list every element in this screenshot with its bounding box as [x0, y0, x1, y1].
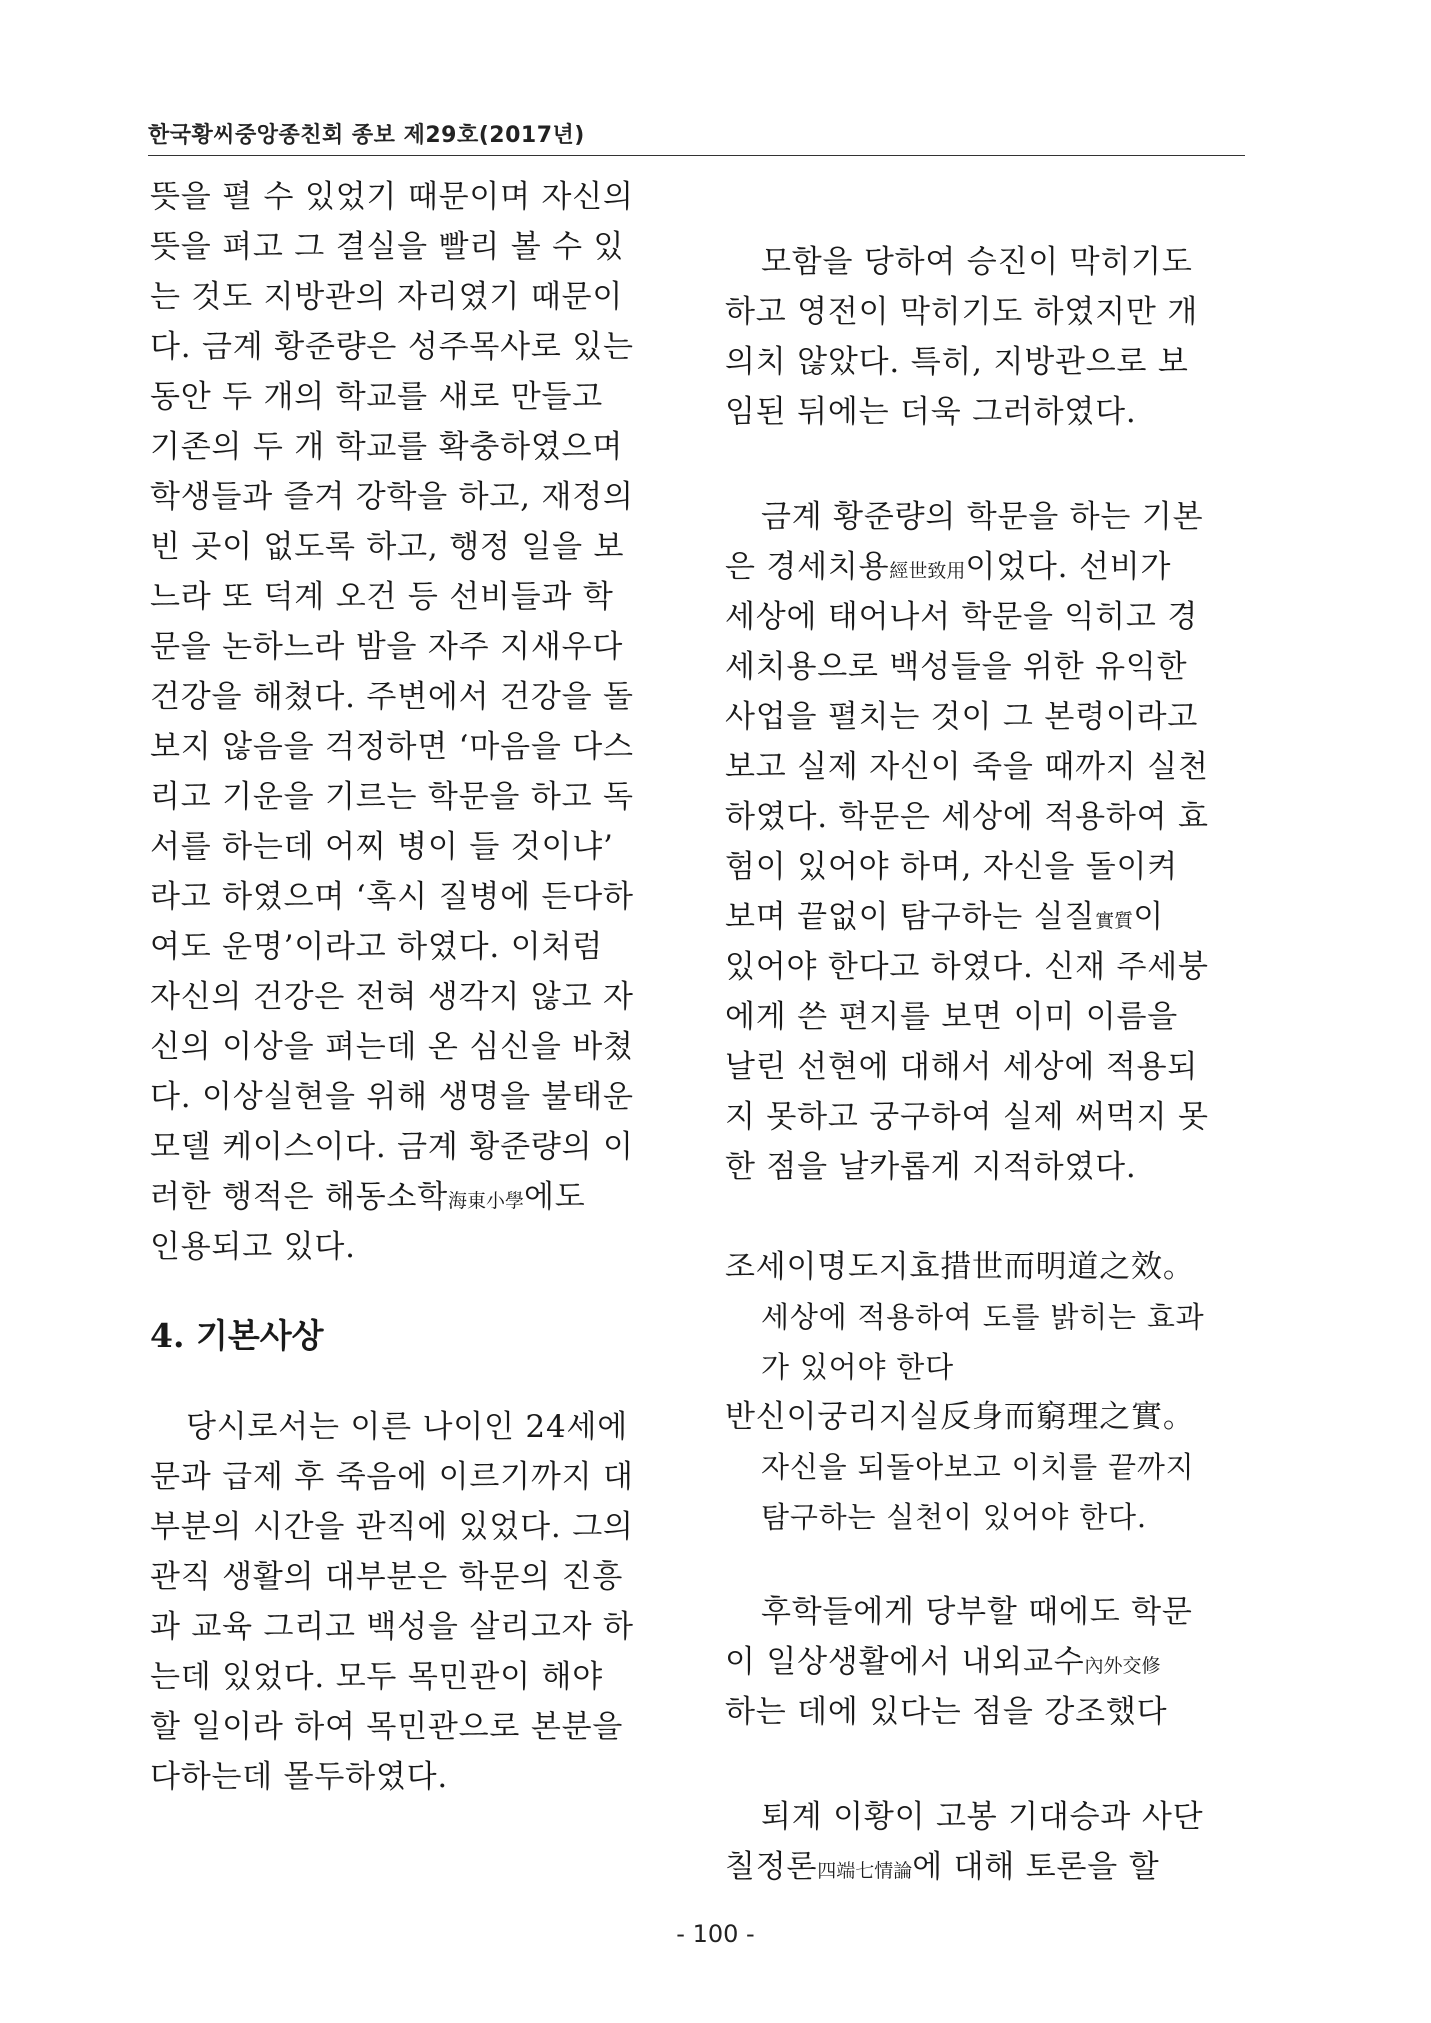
body-line: 세상에 태어나서 학문을 익히고 경: [725, 599, 1199, 635]
body-line: 관직 생활의 대부분은 학문의 진흥: [150, 1559, 624, 1595]
body-line: 있어야 한다고 하였다. 신재 주세붕: [725, 949, 1209, 985]
body-line: 라고 하였으며 ‘혹시 질병에 든다하: [150, 879, 634, 915]
classical-quote: 조세이명도지효措世而明道之效。: [725, 1249, 1195, 1285]
quote-translation: 가 있어야 한다: [761, 1350, 954, 1384]
body-line: 퇴계 이황이 고봉 기대승과 사단: [761, 1799, 1204, 1835]
body-line: 과 교육 그리고 백성을 살리고자 하: [150, 1609, 634, 1645]
body-line: 후학들에게 당부할 때에도 학문: [761, 1594, 1193, 1630]
hanja-annotation: 四端七情論: [817, 1860, 913, 1882]
running-header: 한국황씨중앙종친회 종보 제29호(2017년): [148, 123, 585, 148]
body-line: 학생들과 즐겨 강학을 하고, 재정의: [150, 479, 634, 515]
body-line: [150, 1175, 586, 1219]
body-line: 문과 급제 후 죽음에 이르기까지 대: [150, 1459, 634, 1495]
classical-quote: 반신이궁리지실反身而窮理之實。: [725, 1399, 1195, 1435]
line-text: 보며 끝없이 탐구하는 실질: [725, 899, 1096, 935]
quote-translation: 세상에 적용하여 도를 밝히는 효과: [761, 1300, 1205, 1334]
body-line: 느라 또 덕계 오건 등 선비들과 학: [150, 579, 614, 615]
body-line: 사업을 펼치는 것이 그 본령이라고: [725, 699, 1199, 735]
body-line: 할 일이라 하여 목민관으로 본분을: [150, 1709, 624, 1745]
line-text: 칠정론: [725, 1849, 818, 1885]
line-text: 에도: [524, 1179, 586, 1215]
body-line: 험이 있어야 하며, 자신을 돌이켜: [725, 849, 1178, 885]
body-line: 다. 이상실현을 위해 생명을 불태운: [150, 1079, 634, 1115]
body-line: [725, 1845, 1159, 1889]
body-line: 에게 쓴 편지를 보면 이미 이름을: [725, 999, 1178, 1035]
body-line: 금계 황준량의 학문을 하는 기본: [761, 499, 1204, 535]
line-text: 은 경세치용: [725, 549, 890, 585]
section-heading: 4. 기본사상: [150, 1316, 324, 1355]
body-line: 모델 케이스이다. 금계 황준량의 이: [150, 1129, 634, 1165]
body-line: 는데 있었다. 모두 목민관이 해야: [150, 1659, 603, 1695]
body-line: 모함을 당하여 승진이 막히기도: [761, 244, 1193, 280]
body-line: 동안 두 개의 학교를 새로 만들고: [150, 379, 603, 415]
body-line: 한 점을 날카롭게 지적하였다.: [725, 1149, 1137, 1185]
page-number: - 100 -: [676, 1920, 755, 1948]
body-line: 세치용으로 백성들을 위한 유익한: [725, 649, 1188, 685]
body-line: 리고 기운을 기르는 학문을 하고 독: [150, 779, 634, 815]
body-line: 건강을 해쳤다. 주변에서 건강을 돌: [150, 679, 634, 715]
body-line: 임된 뒤에는 더욱 그러하였다.: [725, 394, 1137, 430]
body-line: 부분의 시간을 관직에 있었다. 그의: [150, 1509, 634, 1545]
body-line: 빈 곳이 없도록 하고, 행정 일을 보: [150, 529, 625, 565]
body-line: 보고 실제 자신이 죽을 때까지 실천: [725, 749, 1209, 785]
hanja-annotation: 經世致用: [889, 560, 966, 582]
line-text: 이었다. 선비가: [965, 549, 1172, 585]
body-line: 보지 않음을 걱정하면 ‘마음을 다스: [150, 729, 634, 765]
header-rule: [148, 155, 1245, 156]
body-line: 지 못하고 궁구하여 실제 써먹지 못: [725, 1099, 1209, 1135]
body-line: 하고 영전이 막히기도 하였지만 개: [725, 294, 1199, 330]
body-line: 다하는데 몰두하였다.: [150, 1759, 449, 1795]
body-line: 는 것도 지방관의 자리였기 때문이: [150, 279, 624, 315]
body-line: 날린 선현에 대해서 세상에 적용되: [725, 1049, 1199, 1085]
hanja-annotation: 內外交修: [1084, 1655, 1161, 1677]
body-line: 여도 운명’이라고 하였다. 이처럼: [150, 929, 603, 965]
body-line: 뜻을 펼 수 있었기 때문이며 자신의: [150, 179, 634, 215]
body-line: [725, 895, 1164, 939]
line-text: 이 일상생활에서 내외교수: [725, 1644, 1085, 1680]
body-line: 인용되고 있다.: [150, 1229, 356, 1265]
body-line: 의치 않았다. 특히, 지방관으로 보: [725, 344, 1189, 380]
body-line: 서를 하는데 어찌 병이 들 것이냐’: [150, 829, 614, 865]
body-line: 하는 데에 있다는 점을 강조했다: [725, 1694, 1168, 1730]
body-line: 신의 이상을 펴는데 온 심신을 바쳤: [150, 1029, 634, 1065]
body-line: [725, 1640, 1161, 1684]
quote-translation: 자신을 되돌아보고 이치를 끝까지: [761, 1450, 1195, 1484]
hanja-annotation: 海東小學: [448, 1190, 525, 1212]
hanja-annotation: 實質: [1095, 910, 1134, 932]
body-line: [725, 545, 1171, 589]
line-text: 이: [1133, 899, 1164, 935]
line-text: 에 대해 토론을 할: [912, 1849, 1160, 1885]
body-line: 뜻을 펴고 그 결실을 빨리 볼 수 있: [150, 229, 625, 265]
line-text: 러한 행적은 해동소학: [150, 1179, 449, 1215]
body-line: 기존의 두 개 학교를 확충하였으며: [150, 429, 624, 465]
body-line: 자신의 건강은 전혀 생각지 않고 자: [150, 979, 634, 1015]
body-line: 당시로서는 이른 나이인 24세에: [186, 1409, 628, 1445]
body-line: 문을 논하느라 밤을 자주 지새우다: [150, 629, 624, 665]
body-line: 하였다. 학문은 세상에 적용하여 효: [725, 799, 1209, 835]
body-line: 다. 금계 황준량은 성주목사로 있는: [150, 329, 634, 365]
quote-translation: 탐구하는 실천이 있어야 한다.: [761, 1500, 1147, 1534]
